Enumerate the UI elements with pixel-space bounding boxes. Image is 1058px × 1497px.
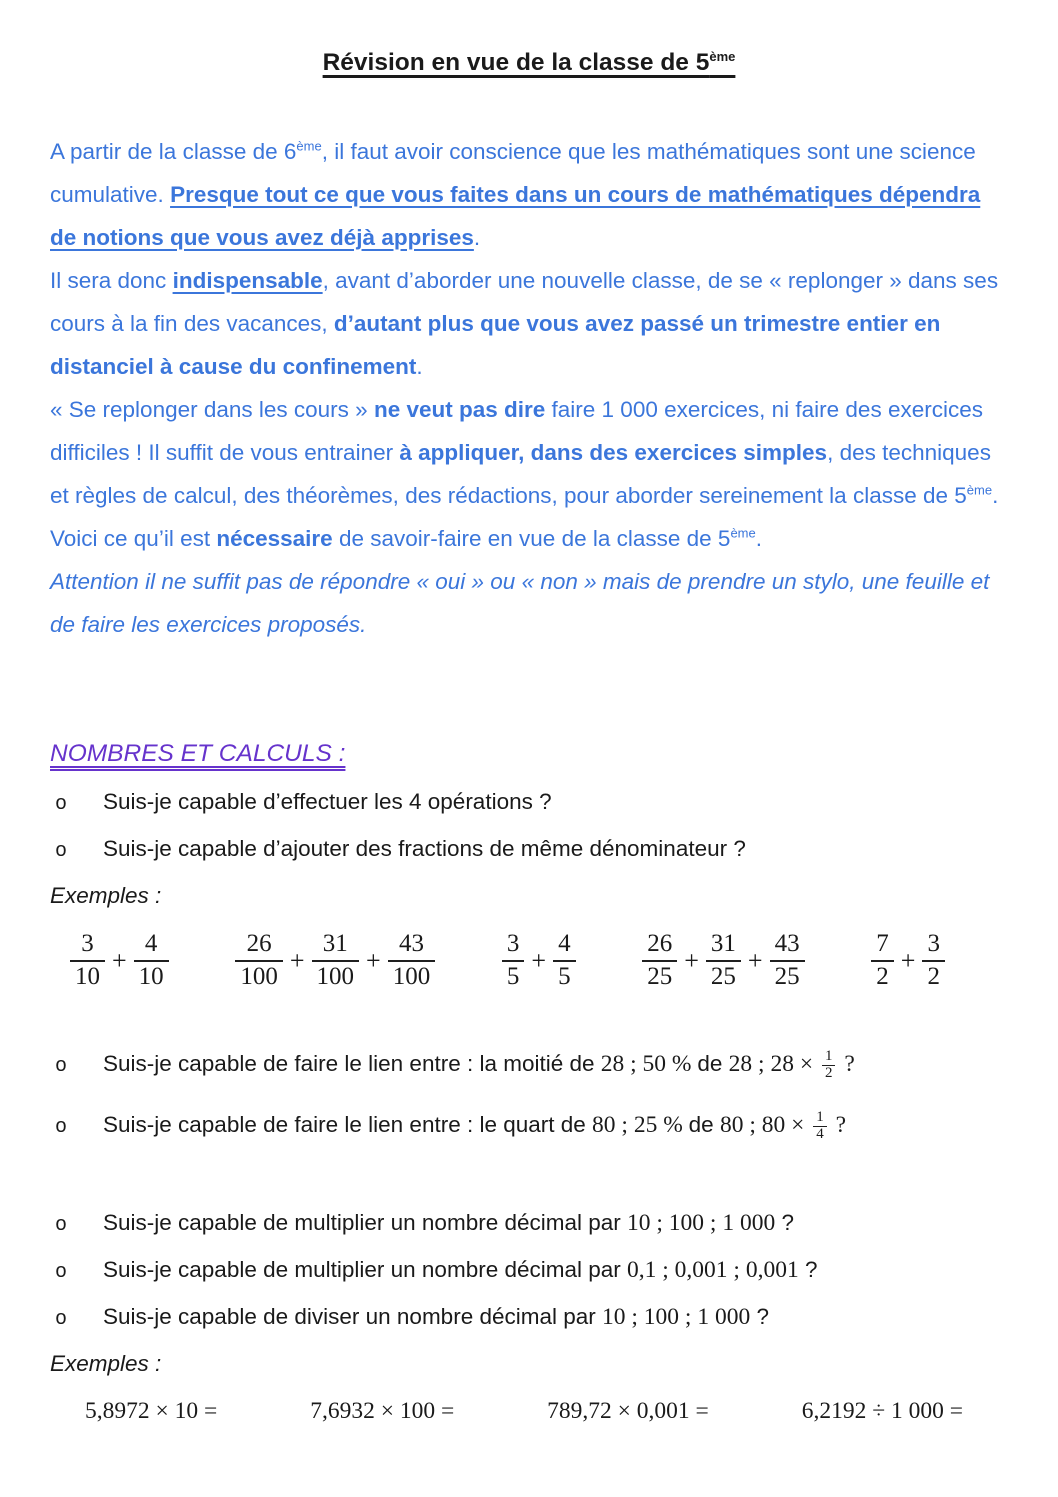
fraction (70, 930, 105, 992)
operation-expression: 5,8972 × 10 = (85, 1398, 218, 1424)
fraction (642, 930, 677, 992)
text-segment: Suis-je capable de multiplier un nombre décimal par (103, 1257, 628, 1282)
text-segment: 80 ; 25 % (592, 1112, 689, 1138)
checklist-item-text (103, 1096, 1008, 1154)
text-segment: Suis-je capable de multiplier un nombre décimal par (103, 1210, 628, 1235)
fraction-numerator: 3 (506, 930, 520, 958)
fraction-numerator: 1 (824, 1047, 833, 1064)
fraction (822, 1049, 836, 1082)
fraction-denominator: 5 (502, 960, 525, 992)
fraction-denominator: 2 (822, 1065, 836, 1082)
fraction-numerator: 3 (927, 930, 940, 958)
plus-operator: + (366, 946, 381, 975)
fraction (134, 930, 169, 992)
text-segment: indispensable (172, 268, 323, 293)
text-segment: faire 1 000 exercices, ni faire des exercices difficiles ! Il suffit de vous entrainer (50, 397, 983, 465)
intro-paragraph-1 (50, 130, 1008, 259)
fraction-denominator: 100 (312, 960, 360, 992)
text-segment: . (416, 354, 423, 379)
text-segment: d’autant plus que vous avez passé un trimestre entier en distanciel à cause du confinement (50, 311, 941, 379)
text-segment: ème (730, 525, 756, 541)
bullet-marker: o (55, 1261, 68, 1284)
intro-paragraph-3 (50, 388, 1008, 517)
fraction-denominator: 100 (388, 960, 436, 992)
intro-section (50, 130, 1008, 646)
checklist-item (50, 827, 1008, 874)
text-segment: de (697, 1051, 729, 1076)
checklist-item (50, 780, 1008, 827)
text-segment: Suis-je capable de faire le lien entre : le quart de (103, 1112, 593, 1137)
fraction (388, 930, 436, 992)
fraction-sum (235, 930, 435, 992)
bullet-marker: o (55, 840, 68, 863)
bullet-marker: o (55, 1214, 68, 1237)
text-segment: « Se replonger dans les cours » (50, 397, 374, 422)
checklist-decimals (50, 1201, 1008, 1342)
checklist-item (50, 1096, 1008, 1157)
fraction-denominator: 25 (706, 960, 741, 992)
text-segment: . (473, 225, 481, 250)
fraction-sum (871, 930, 945, 992)
text-segment: ? (798, 1257, 818, 1282)
checklist-item-text (103, 1035, 1008, 1093)
fraction (235, 930, 283, 992)
text-segment: Voici ce qu’il est (50, 526, 217, 551)
checklist-links (50, 1035, 1008, 1157)
checklist-item (50, 1201, 1008, 1248)
text-segment: . (992, 483, 999, 508)
text-segment: ème (966, 482, 993, 498)
fraction-denominator: 100 (235, 960, 283, 992)
operation-expression: 7,6932 × 100 = (310, 1398, 455, 1424)
text-segment: Suis-je capable de diviser un nombre décimal par (103, 1304, 603, 1329)
operation-expression: 789,72 × 0,001 = (547, 1398, 709, 1424)
document-title-text (323, 49, 736, 76)
fraction-sum (70, 930, 169, 992)
bullet-marker: o (55, 793, 68, 816)
text-segment: , avant d’aborder une nouvelle classe, de se « replonger » dans ses cours à la fin des vacances, (50, 268, 999, 336)
fraction (312, 930, 360, 992)
fraction-denominator: 4 (813, 1126, 827, 1143)
document-page (0, 46, 1058, 1497)
fraction (706, 930, 741, 992)
fraction (813, 1110, 827, 1143)
plus-operator: + (112, 946, 127, 975)
text-segment: 0,1 ; 0,001 ; 0,001 (627, 1257, 799, 1283)
text-segment: Attention il ne suffit pas de répondre « oui » ou « non » mais de prendre un stylo, une feuille et de faire les exercices proposés. (50, 569, 990, 637)
text-segment: ? (829, 1112, 847, 1138)
intro-paragraph-4 (50, 517, 1008, 560)
fraction-numerator: 3 (81, 930, 94, 958)
fraction-numerator: 31 (322, 930, 348, 958)
fraction-denominator: 25 (770, 960, 805, 992)
text-segment: 10 ; 100 ; 1 000 (602, 1304, 751, 1330)
fraction-numerator: 26 (647, 930, 673, 958)
fraction-denominator: 2 (922, 960, 945, 992)
text-segment: nécessaire (216, 526, 333, 551)
fraction-denominator: 10 (134, 960, 169, 992)
text-segment: ? (775, 1210, 794, 1235)
text-segment: Suis-je capable de faire le lien entre : la moitié de (103, 1051, 601, 1076)
fraction (922, 930, 945, 992)
checklist-item (50, 1295, 1008, 1342)
fraction-numerator: 26 (246, 930, 272, 958)
fraction-denominator: 5 (553, 960, 576, 992)
fraction-denominator: 10 (70, 960, 105, 992)
checklist-item (50, 1248, 1008, 1295)
fraction-denominator: 25 (642, 960, 677, 992)
fraction-numerator: 43 (774, 930, 800, 958)
text-segment: ème (296, 138, 322, 154)
fraction (553, 930, 576, 992)
text-segment: ? (750, 1304, 769, 1329)
text-segment: , il faut avoir conscience que les mathématiques sont une science cumulative. (50, 139, 976, 207)
text-segment: à appliquer, dans des exercices simples (399, 440, 828, 465)
fraction-numerator: 7 (876, 930, 889, 958)
fraction-numerator: 4 (144, 930, 158, 958)
plus-operator: + (289, 946, 305, 975)
bullet-marker: o (55, 1308, 68, 1331)
plus-operator: + (684, 946, 699, 975)
text-segment: ? (838, 1051, 855, 1077)
bullet-marker: o (55, 1055, 68, 1078)
text-segment: Suis-je capable d’effectuer les 4 opérations ? (103, 789, 552, 814)
fraction-numerator: 43 (398, 930, 424, 958)
fraction (871, 930, 894, 992)
intro-paragraph-5 (50, 560, 1008, 646)
fraction-numerator: 4 (558, 930, 571, 958)
text-segment: 28 ; 28 × (728, 1051, 819, 1077)
text-segment: Presque tout ce que vous faites dans un cours de mathématiques dépendra de notions que vous avez déjà apprises (50, 182, 981, 250)
section-heading-nombres-et-calculs: NOMBRES ET CALCULS : (50, 740, 346, 767)
fraction (502, 930, 525, 992)
checklist-item-text (103, 780, 1008, 824)
fraction (770, 930, 805, 992)
intro-paragraph-2 (50, 259, 1008, 388)
text-segment: de (688, 1112, 720, 1137)
text-segment: Suis-je capable d’ajouter des fractions de même dénominateur ? (103, 836, 746, 861)
text-segment: . (755, 526, 762, 551)
bullet-marker: o (55, 1116, 68, 1139)
fraction-numerator: 31 (710, 930, 736, 958)
operations-examples-row (50, 1389, 1008, 1433)
text-segment: 28 ; 50 % (600, 1051, 698, 1077)
text-segment: 10 ; 100 ; 1 000 (627, 1210, 776, 1236)
checklist-item (50, 1035, 1008, 1096)
text-segment: ne veut pas dire (373, 397, 546, 422)
examples-label: Exemples : (50, 883, 162, 908)
examples-label: Exemples : (50, 1351, 162, 1376)
plus-operator: + (747, 946, 763, 975)
text-segment: A partir de la classe de 6 (50, 139, 297, 164)
plus-operator: + (531, 946, 547, 975)
operation-expression: 6,2192 ÷ 1 000 = (801, 1398, 963, 1424)
checklist-item-text (103, 827, 1008, 871)
checklist-item-text (103, 1295, 1008, 1339)
text-segment: , des techniques et règles de calcul, des théorèmes, des rédactions, pour aborder sereinement la classe de 5 (50, 440, 991, 508)
document-title (50, 46, 1008, 80)
text-segment: ème (709, 48, 736, 64)
fraction-numerator: 1 (816, 1108, 824, 1125)
text-segment: Révision en vue de la classe de 5 (322, 49, 710, 76)
text-segment: de savoir-faire en vue de la classe de 5 (332, 526, 731, 551)
text-segment: 80 ; 80 × (719, 1112, 811, 1138)
fraction-sum (642, 930, 804, 992)
checklist-operations (50, 780, 1008, 874)
text-segment: Il sera donc (50, 268, 173, 293)
fraction-sum (502, 930, 576, 992)
fraction-denominator: 2 (871, 960, 894, 992)
plus-operator: + (900, 946, 916, 975)
fraction-examples-row (50, 919, 1008, 1003)
checklist-item-text (103, 1248, 1008, 1292)
checklist-item-text (103, 1201, 1008, 1245)
